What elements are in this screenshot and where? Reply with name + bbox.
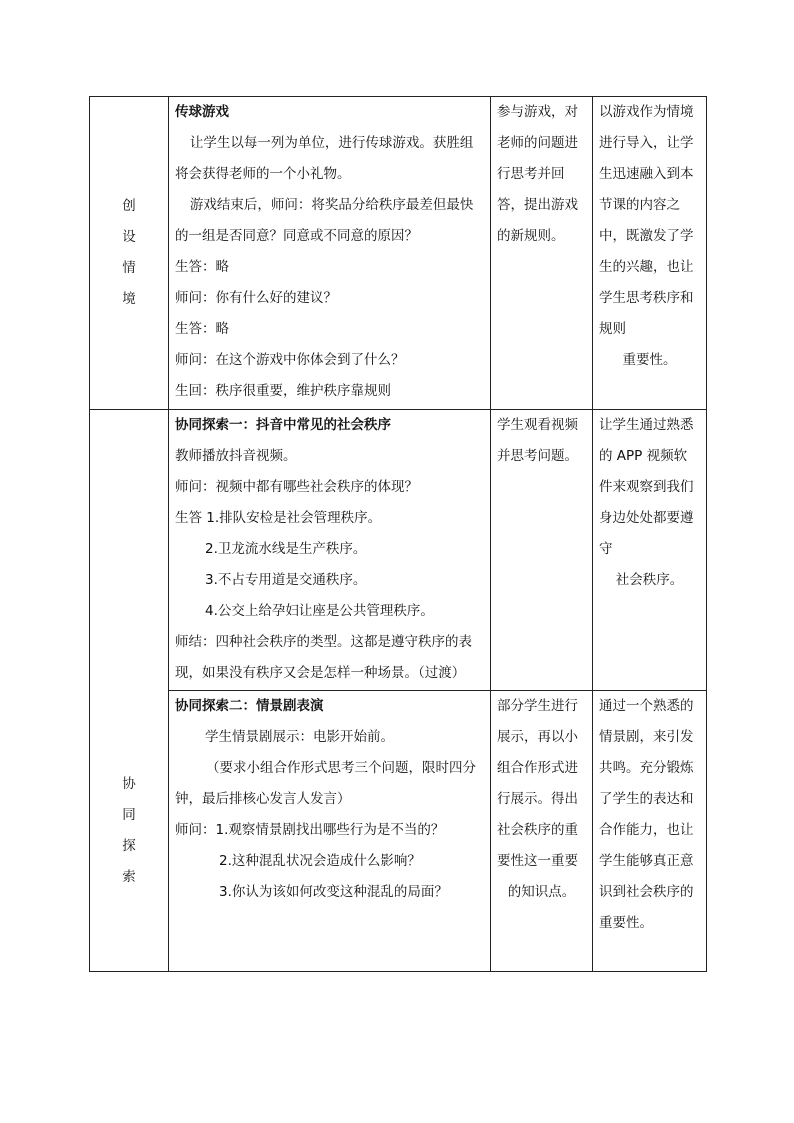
- activity-title: 传球游戏: [175, 104, 229, 120]
- activity-line: 师问：视频中都有哪些社会秩序的体现？: [175, 479, 418, 495]
- student-activity-text: 的知识点。: [507, 884, 576, 900]
- design-intent-cell: [593, 97, 707, 410]
- design-intent-text: 以游戏作为情境进行导入，让学生迅速融入到本节课的内容之中，既激发了学生的兴趣，也让学生思考秩序和规则: [599, 104, 694, 337]
- activity-line: 师结：四种社会秩序的类型。这都是遵守秩序的表现，如果没有秩序又会是怎样一种场景。（过渡）: [175, 634, 472, 681]
- stage-char: 协: [122, 775, 136, 792]
- stage-char: 探: [122, 837, 136, 854]
- student-activity-cell: [491, 97, 593, 410]
- student-activity-text: 学生观看视频并思考问题。: [497, 417, 578, 464]
- design-intent-text: 社会秩序。: [615, 572, 684, 588]
- activity-line: 学生情景剧展示：电影开始前。: [205, 729, 394, 745]
- activity-cell: [169, 97, 491, 410]
- activity-line: 3.你认为该如何改变这种混乱的局面？: [219, 884, 448, 900]
- stage-char: 设: [122, 229, 136, 245]
- activity-line: 4.公交上给孕妇让座是公共管理秩序。: [205, 603, 434, 619]
- stage-cell-create-scenario: [90, 97, 169, 410]
- activity-line: （要求小组合作形式思考三个问题，限时四分钟，最后排核心发言人发言）: [175, 760, 477, 807]
- stage-char: 创: [122, 198, 136, 214]
- student-activity-cell: [491, 410, 593, 691]
- stage-char: 境: [122, 291, 136, 307]
- design-intent-cell: [593, 410, 707, 691]
- activity-line: 生回：秩序很重要，维护秩序靠规则: [175, 383, 391, 399]
- student-activity-text: 参与游戏，对老师的问题进行思考并回答，提出游戏的新规则。: [497, 104, 578, 244]
- stage-char: 情: [122, 260, 136, 276]
- stage-cell-collaborative-exploration: [90, 410, 169, 972]
- activity-line: 生答 1.排队安检是社会管理秩序。: [175, 510, 382, 526]
- stage-char: 同: [122, 806, 136, 823]
- activity-cell: [169, 410, 491, 691]
- lesson-plan-table: [89, 96, 707, 972]
- design-intent-text: 通过一个熟悉的情景剧，来引发共鸣。充分锻炼了学生的表达和合作能力，也让学生能够真正意识到社会秩序的重要性。: [599, 698, 694, 931]
- table-row-explore-2: [90, 691, 707, 972]
- table-row-explore-1: [90, 410, 707, 691]
- design-intent-text: 重要性。: [622, 352, 677, 368]
- student-activity-text: 部分学生进行展示，再以小组合作形式进行展示。得出社会秩序的重要性这一重要: [497, 698, 578, 869]
- activity-line: 2.这种混乱状况会造成什么影响？: [219, 853, 421, 869]
- activity-cell: [169, 691, 491, 972]
- activity-line: 游戏结束后，师问：将奖品分给秩序最差但最快的一组是否同意？同意或不同意的原因？: [175, 197, 474, 244]
- activity-line: 教师播放抖音视频。: [175, 448, 297, 464]
- activity-title: 协同探索一：抖音中常见的社会秩序: [175, 417, 391, 433]
- activity-line: 师问：1.观察情景剧找出哪些行为是不当的？: [175, 822, 445, 838]
- stage-label: [122, 769, 136, 893]
- stage-char: 索: [122, 868, 136, 885]
- design-intent-cell: [593, 691, 707, 972]
- activity-line: 师问：你有什么好的建议？: [175, 290, 337, 306]
- activity-line: 生答：略: [175, 259, 229, 275]
- activity-line: 2.卫龙流水线是生产秩序。: [205, 541, 367, 557]
- activity-line: 3.不占专用道是交通秩序。: [205, 572, 367, 588]
- table-row-create-scenario: [90, 97, 707, 410]
- student-activity-cell: [491, 691, 593, 972]
- stage-label: [122, 191, 136, 315]
- activity-line: 师问：在这个游戏中你体会到了什么？: [175, 352, 405, 368]
- activity-line: 让学生以每一列为单位，进行传球游戏。获胜组将会获得老师的一个小礼物。: [175, 135, 474, 182]
- activity-line: 生答：略: [175, 321, 229, 337]
- design-intent-text: 让学生通过熟悉的 APP 视频软件来观察到我们身边处处都要遵守: [599, 417, 694, 557]
- activity-title: 协同探索二：情景剧表演: [175, 698, 324, 714]
